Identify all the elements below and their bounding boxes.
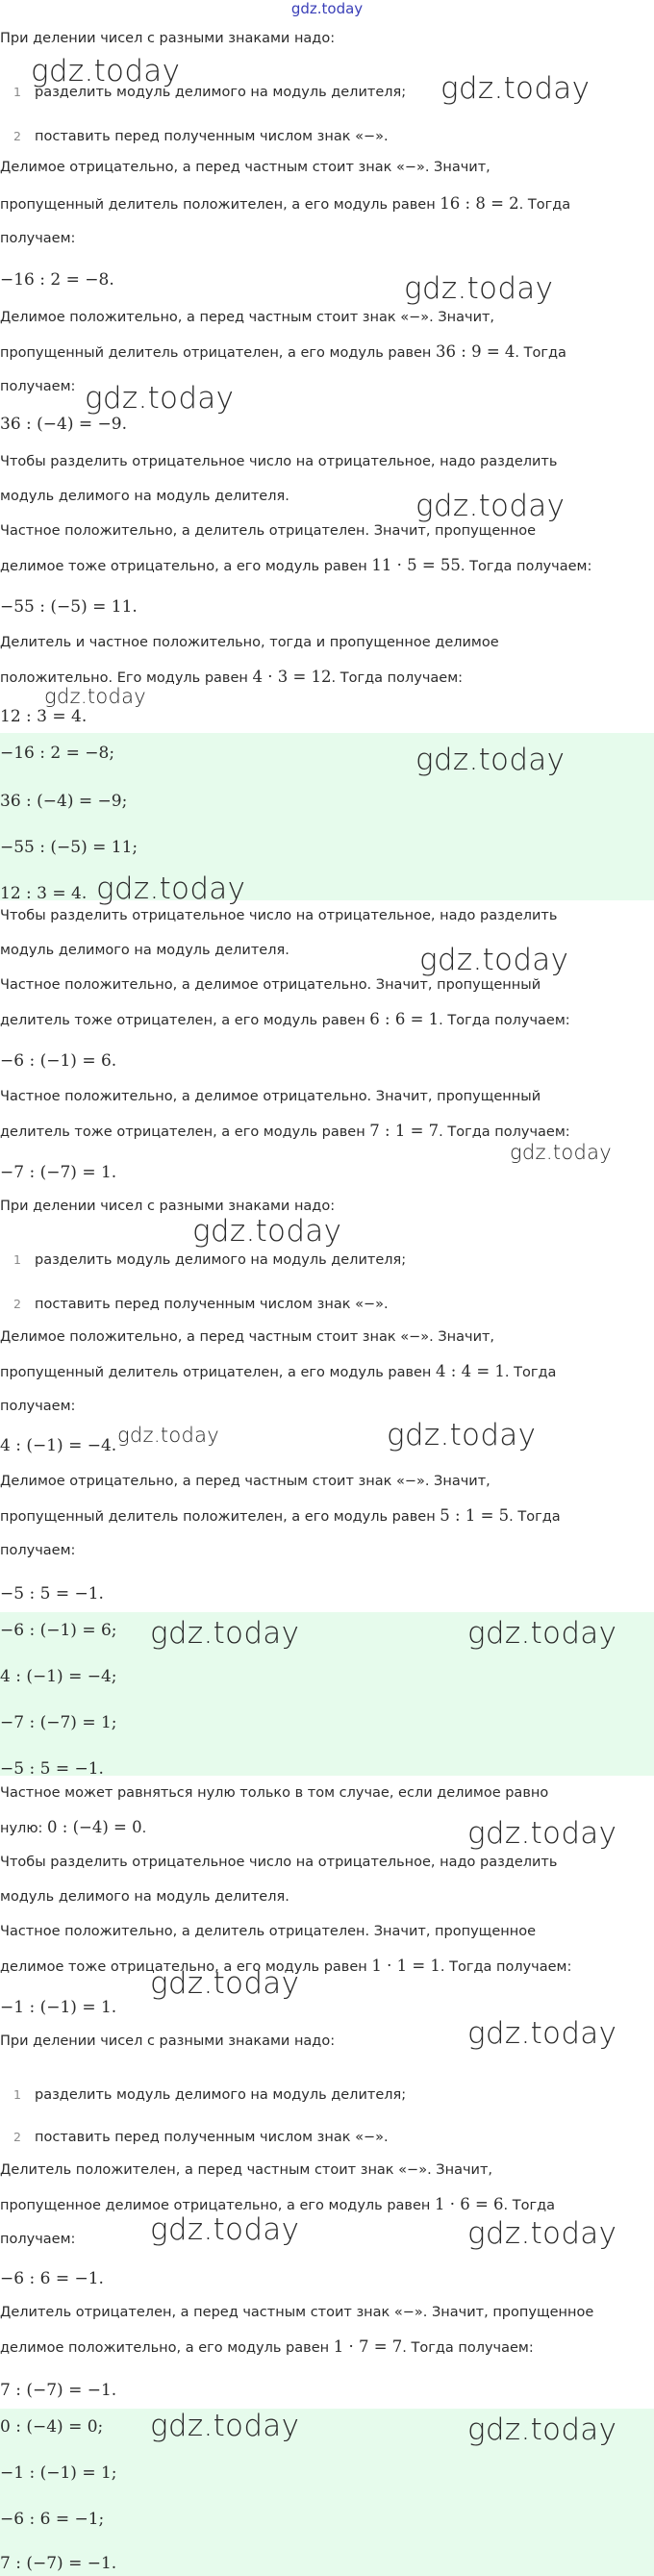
list-number: 2	[13, 1297, 21, 1311]
list-number: 1	[13, 85, 21, 99]
formula: 11 · 5 = 55	[371, 556, 461, 574]
paragraph: Частное положительно, а делимое отрицательно. Значит, пропущенный	[0, 1089, 541, 1104]
text: . Тогда получаем:	[439, 1013, 570, 1028]
paragraph: получаем:	[0, 379, 76, 394]
paragraph: модуль делимого на модуль делителя.	[0, 943, 289, 958]
text: делимое положительно, а его модуль равен	[0, 2340, 334, 2356]
formula-line: 36 : (−4) = −9.	[0, 415, 128, 434]
watermark: gdz.today	[415, 743, 566, 777]
answer-line: −16 : 2 = −8;	[0, 744, 115, 763]
text: . Тогда	[503, 2198, 556, 2213]
formula: 36 : 9 = 4	[436, 342, 516, 361]
watermark: gdz.today	[150, 1616, 300, 1651]
watermark: gdz.today	[85, 381, 235, 416]
text: нулю:	[0, 1821, 48, 1836]
paragraph: Делимое отрицательно, а перед частным стоит знак «−». Значит,	[0, 1474, 490, 1489]
paragraph: получаем:	[0, 231, 76, 246]
paragraph: модуль делимого на модуль делителя.	[0, 489, 289, 504]
answer-line: −7 : (−7) = 1;	[0, 1713, 117, 1732]
rule-item-2	[13, 2128, 389, 2147]
text: делимое тоже отрицательно, а его модуль равен	[0, 559, 372, 574]
rule-intro: При делении чисел с разными знаками надо:	[0, 1199, 336, 1214]
formula: 0 : (−4) = 0	[47, 1818, 142, 1836]
text: пропущенный делитель положителен, а его модуль равен	[0, 1509, 440, 1525]
site-header-logo[interactable]: gdz.today	[290, 0, 364, 17]
text: . Тогда	[518, 197, 571, 213]
paragraph: Частное может равняться нулю только в том случае, если делимое равно	[0, 1785, 549, 1801]
formula-line: −1 : (−1) = 1.	[0, 1998, 117, 2017]
text: . Тогда	[509, 1509, 561, 1525]
paragraph: Частное положительно, а делитель отрицателен. Значит, пропущенное	[0, 1924, 536, 1939]
rule-text: поставить перед полученным числом знак «−».	[35, 2130, 389, 2145]
watermark: gdz.today	[192, 1214, 342, 1249]
watermark: gdz.today	[440, 71, 591, 106]
watermark: gdz.today	[150, 2409, 300, 2443]
formula-line: −16 : 2 = −8.	[0, 270, 114, 290]
text: пропущенный делитель отрицателен, а его модуль равен	[0, 345, 437, 361]
watermark: gdz.today	[404, 271, 554, 306]
paragraph: Частное положительно, а делитель отрицателен. Значит, пропущенное	[0, 523, 536, 539]
answer-line: 4 : (−1) = −4;	[0, 1667, 117, 1686]
paragraph	[0, 1362, 556, 1382]
paragraph: получаем:	[0, 1543, 76, 1558]
text: . Тогда получаем:	[402, 2340, 534, 2356]
watermark: gdz.today	[31, 54, 181, 88]
text: пропущенное делимое отрицательно, а его модуль равен	[0, 2198, 435, 2213]
paragraph: Чтобы разделить отрицательное число на отрицательное, надо разделить	[0, 1855, 558, 1870]
formula-line: 7 : (−7) = −1.	[0, 2381, 117, 2400]
text: делитель тоже отрицателен, а его модуль равен	[0, 1013, 370, 1028]
watermark: gdz.today	[150, 2212, 300, 2247]
rule-intro: При делении чисел с разными знаками надо:	[0, 31, 336, 46]
rule-item-1	[13, 1250, 406, 1270]
text: . Тогда	[504, 1365, 557, 1380]
paragraph: Делимое положительно, а перед частным стоит знак «−». Значит,	[0, 1329, 495, 1345]
paragraph: получаем:	[0, 2232, 76, 2247]
formula: 1 · 6 = 6	[435, 2195, 504, 2213]
list-number: 1	[13, 2087, 21, 2102]
watermark: gdz.today	[96, 871, 246, 906]
paragraph	[0, 1818, 146, 1838]
paragraph: получаем:	[0, 1399, 76, 1414]
paragraph	[0, 556, 591, 576]
formula: 6 : 6 = 1	[369, 1010, 440, 1028]
rule-item-1	[13, 2085, 406, 2105]
text: . Тогда получаем:	[460, 559, 592, 574]
paragraph	[0, 194, 570, 215]
formula-line: −6 : 6 = −1.	[0, 2269, 104, 2288]
formula-line: −55 : (−5) = 11.	[0, 597, 138, 617]
answer-line: 7 : (−7) = −1.	[0, 2554, 117, 2573]
rule-text: разделить модуль делимого на модуль делителя;	[35, 2087, 407, 2103]
formula-line: −5 : 5 = −1.	[0, 1584, 104, 1604]
rule-text: поставить перед полученным числом знак «−».	[35, 1297, 389, 1312]
paragraph: Делимое отрицательно, а перед частным стоит знак «−». Значит,	[0, 160, 490, 175]
rule-item-2	[13, 127, 389, 146]
rule-intro: При делении чисел с разными знаками надо:	[0, 2033, 336, 2049]
answer-line: −6 : (−1) = 6;	[0, 1621, 117, 1640]
paragraph	[0, 1506, 561, 1527]
watermark: gdz.today	[419, 943, 569, 977]
formula-line: −7 : (−7) = 1.	[0, 1163, 117, 1182]
paragraph	[0, 1010, 570, 1030]
paragraph: Делитель и частное положительно, тогда и пропущенное делимое	[0, 635, 499, 650]
paragraph: Чтобы разделить отрицательное число на отрицательное, надо разделить	[0, 908, 558, 923]
paragraph: Частное положительно, а делимое отрицательно. Значит, пропущенный	[0, 977, 541, 993]
watermark: gdz.today	[117, 1424, 220, 1447]
formula: 4 · 3 = 12	[252, 668, 332, 686]
watermark: gdz.today	[467, 1816, 617, 1851]
answer-line: 0 : (−4) = 0;	[0, 2417, 104, 2437]
answer-line: −5 : 5 = −1.	[0, 1759, 104, 1779]
text: .	[141, 1821, 147, 1836]
formula: 5 : 1 = 5	[440, 1506, 510, 1525]
text: . Тогда	[515, 345, 566, 361]
watermark: gdz.today	[510, 1141, 613, 1164]
paragraph: Делимое положительно, а перед частным стоит знак «−». Значит,	[0, 310, 495, 325]
formula-line: −6 : (−1) = 6.	[0, 1051, 117, 1071]
text: . Тогда получаем:	[439, 1124, 570, 1140]
paragraph: модуль делимого на модуль делителя.	[0, 1889, 289, 1905]
answer-line: 12 : 3 = 4.	[0, 884, 88, 903]
paragraph: Делитель положителен, а перед частным стоит знак «−». Значит,	[0, 2162, 492, 2178]
paragraph	[0, 2337, 534, 2358]
list-number: 2	[13, 129, 21, 143]
watermark: gdz.today	[415, 489, 566, 523]
paragraph: Делитель отрицателен, а перед частным стоит знак «−». Значит, пропущенное	[0, 2305, 594, 2320]
watermark: gdz.today	[467, 1616, 617, 1651]
rule-item-2	[13, 1295, 389, 1314]
rule-text: поставить перед полученным числом знак «−».	[35, 129, 389, 144]
answer-line: 36 : (−4) = −9;	[0, 792, 128, 811]
watermark: gdz.today	[150, 1966, 300, 2001]
list-number: 2	[13, 2130, 21, 2144]
text: пропущенный делитель отрицателен, а его модуль равен	[0, 1365, 437, 1380]
watermark: gdz.today	[467, 2216, 617, 2251]
formula-line: 12 : 3 = 4.	[0, 707, 88, 726]
answer-line: −55 : (−5) = 11;	[0, 838, 138, 857]
rule-text: разделить модуль делимого на модуль делителя;	[35, 1252, 407, 1268]
text: делимое тоже отрицательно, а его модуль равен	[0, 1959, 372, 1975]
text: . Тогда получаем:	[440, 1959, 572, 1975]
paragraph: Чтобы разделить отрицательное число на отрицательное, надо разделить	[0, 454, 558, 469]
formula: 16 : 8 = 2	[440, 194, 519, 213]
formula: 4 : 4 = 1	[436, 1362, 505, 1380]
paragraph	[0, 1122, 570, 1142]
paragraph	[0, 342, 566, 363]
watermark: gdz.today	[387, 1418, 537, 1452]
text: положительно. Его модуль равен	[0, 670, 253, 686]
answer-line: −1 : (−1) = 1;	[0, 2463, 117, 2483]
list-number: 1	[13, 1252, 21, 1267]
text: . Тогда получаем:	[331, 670, 464, 686]
formula: 1 · 7 = 7	[333, 2337, 403, 2356]
watermark: gdz.today	[467, 2412, 617, 2447]
answer-line: −6 : 6 = −1;	[0, 2510, 105, 2529]
text: пропущенный делитель положителен, а его модуль равен	[0, 197, 440, 213]
formula: 1 · 1 = 1	[371, 1957, 440, 1975]
watermark: gdz.today	[44, 685, 147, 708]
formula-line: 4 : (−1) = −4.	[0, 1436, 117, 1455]
text: делитель тоже отрицателен, а его модуль равен	[0, 1124, 370, 1140]
watermark: gdz.today	[467, 2016, 617, 2051]
formula: 7 : 1 = 7	[369, 1122, 440, 1140]
rule-text: разделить модуль делимого на модуль делителя;	[35, 85, 407, 100]
